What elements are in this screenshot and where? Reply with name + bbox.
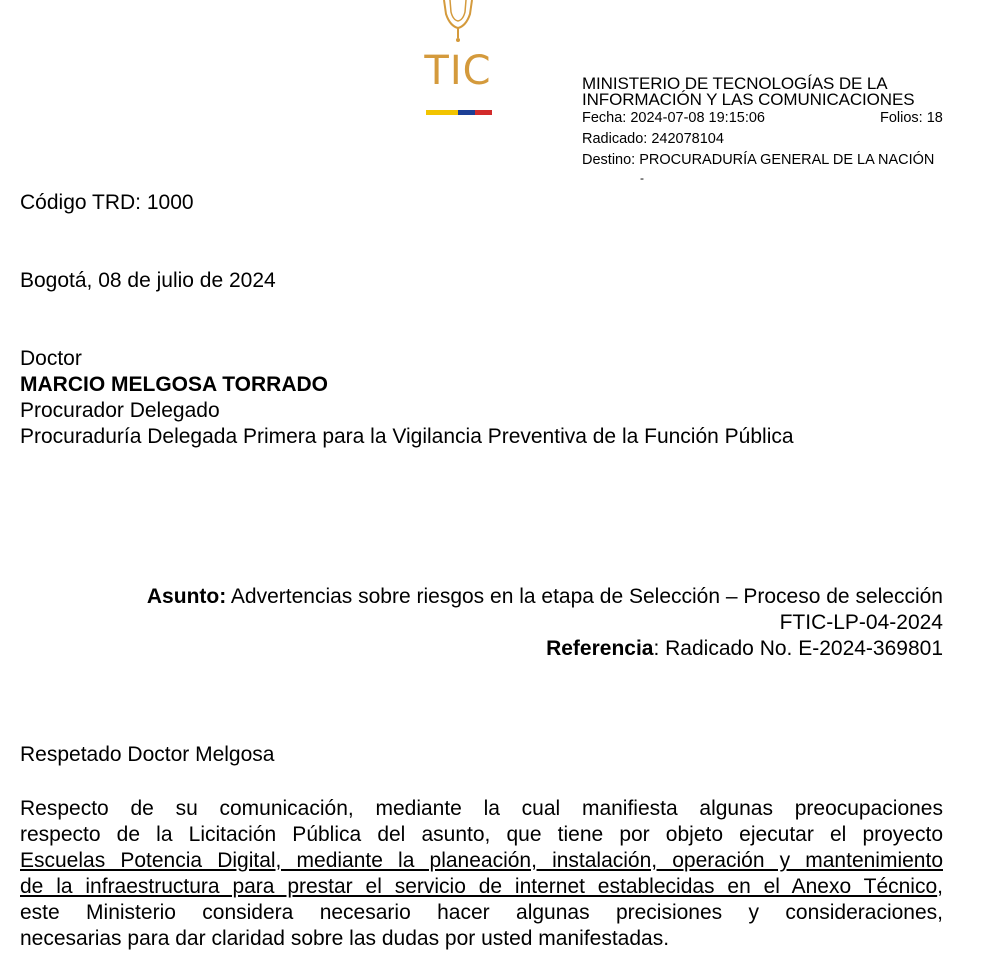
tic-logo-text: TIC	[424, 48, 492, 94]
stamp-fecha: Fecha: 2024-07-08 19:15:06	[582, 110, 765, 126]
paragraph-line-4	[20, 874, 943, 900]
coat-of-arms-icon	[420, 0, 496, 48]
paragraph-line-3: Escuelas Potencia Digital, mediante la planeación, instalación, operación y mantenimiento	[20, 849, 943, 872]
stamp-title-line1: MINISTERIO DE TECNOLOGÍAS DE LA	[582, 74, 888, 93]
radication-stamp	[582, 74, 1000, 185]
asunto-line	[20, 584, 943, 610]
asunto-text: Advertencias sobre riesgos en la etapa de Selección – Proceso de selección	[226, 585, 943, 608]
codigo-trd: Código TRD: 1000	[20, 191, 194, 214]
stamp-fecha-row	[582, 108, 1000, 129]
paragraph-line-2: respecto de la Licitación Pública del asunto, que tiene por objeto ejecutar el proyecto	[20, 823, 943, 846]
paragraph-line-4-comma: ,	[937, 875, 943, 898]
body-paragraph	[20, 796, 943, 952]
recipient-role: Procurador Delegado	[20, 399, 220, 422]
paragraph-line-1: Respecto de su comunicación, mediante la cual manifiesta algunas preocupaciones	[20, 797, 943, 820]
stamp-dash: -	[640, 171, 644, 185]
paragraph-line-6: necesarias para dar claridad sobre las dudas por usted manifestadas.	[20, 927, 670, 950]
paragraph-line-4-text: de la infraestructura para prestar el servicio de internet establecidas en el Anexo Técnico	[20, 875, 938, 898]
stamp-folios: Folios: 18	[880, 110, 943, 126]
salutation: Respetado Doctor Melgosa	[20, 743, 275, 766]
paragraph-line-5: este Ministerio considera necesario hacer algunas precisiones y consideraciones,	[20, 901, 943, 924]
tic-logo	[420, 0, 496, 120]
recipient-block	[20, 346, 794, 450]
asunto-label: Asunto:	[146, 585, 227, 608]
asunto-ref: FTIC-LP-04-2024	[779, 611, 943, 634]
referencia-label: Referencia	[546, 637, 654, 660]
stamp-destino: Destino: PROCURADURÍA GENERAL DE LA NACIÓN	[582, 152, 935, 168]
stamp-radicado: Radicado: 242078104	[582, 131, 724, 147]
colombia-flag-stripe	[426, 110, 492, 115]
recipient-name: MARCIO MELGOSA TORRADO	[20, 373, 328, 396]
referencia-line	[20, 636, 943, 662]
referencia-text: : Radicado No. E-2024-369801	[653, 637, 943, 660]
stamp-title-line2: INFORMACIÓN Y LAS COMUNICACIONES	[582, 90, 915, 109]
subject-block	[20, 584, 943, 662]
recipient-office: Procuraduría Delegada Primera para la Vigilancia Preventiva de la Función Pública	[20, 425, 794, 448]
recipient-title: Doctor	[20, 347, 82, 370]
letter-date: Bogotá, 08 de julio de 2024	[20, 269, 276, 292]
